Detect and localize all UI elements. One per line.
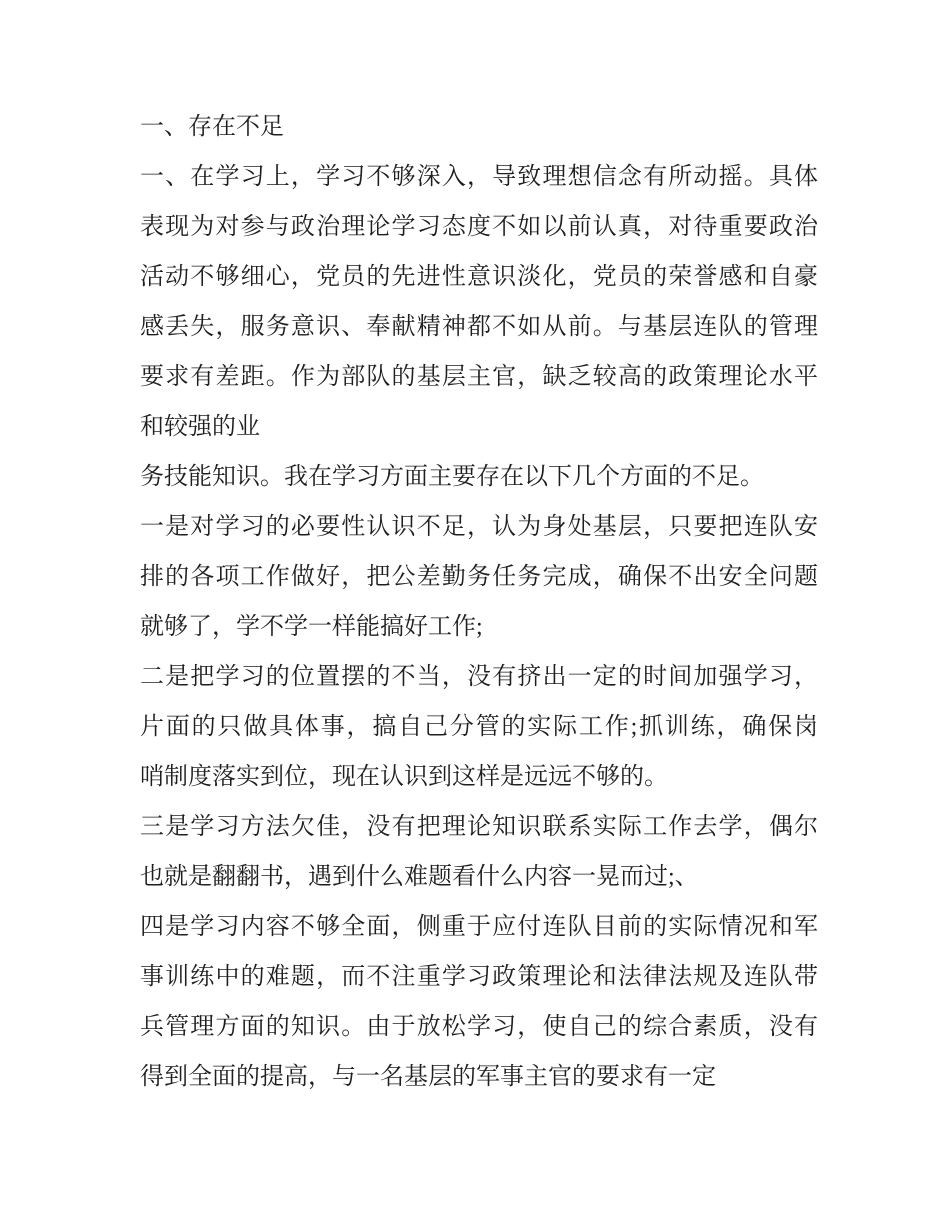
text-line: 一、在学习上，学习不够深入，导致理想信念有所动摇。具体 [140,164,818,190]
text-line: 事训练中的难题，而不注重学习政策理论和法律法规及连队带 [140,964,818,990]
text-line: 片面的只做具体事，搞自己分管的实际工作;抓训练，确保岗 [140,714,818,740]
text-line: 四是学习内容不够全面，侧重于应付连队目前的实际情况和军 [140,914,818,940]
text-line: 表现为对参与政治理论学习态度不如以前认真，对待重要政治 [140,214,818,240]
text-line: 哨制度落实到位，现在认识到这样是远远不够的。 [140,764,668,790]
text-line: 兵管理方面的知识。由于放松学习，使自己的综合素质，没有 [140,1014,818,1040]
text-line: 得到全面的提高，与一名基层的军事主官的要求有一定 [140,1064,716,1090]
text-line: 活动不够细心，党员的先进性意识淡化，党员的荣誉感和自豪 [140,264,818,290]
text-line: 感丢失，服务意识、奉献精神都不如从前。与基层连队的管理 [140,314,818,340]
text-line: 要求有差距。作为部队的基层主官，缺乏较高的政策理论水平 [140,364,818,390]
text-line: 也就是翻翻书，遇到什么难题看什么内容一晃而过;、 [140,864,699,890]
text-line: 就够了，学不学一样能搞好工作; [140,614,483,640]
document-text-block [140,102,818,1102]
text-line: 排的各项工作做好，把公差勤务任务完成，确保不出安全问题 [140,564,818,590]
text-line: 二是把学习的位置摆的不当，没有挤出一定的时间加强学习， [140,664,818,690]
text-line: 三是学习方法欠佳，没有把理论知识联系实际工作去学，偶尔 [140,814,818,840]
text-line: 和较强的业 [140,414,260,440]
text-line: 一是对学习的必要性认识不足，认为身处基层，只要把连队安 [140,514,818,540]
section-heading: 一、存在不足 [140,114,284,140]
text-line: 务技能知识。我在学习方面主要存在以下几个方面的不足。 [140,464,764,490]
